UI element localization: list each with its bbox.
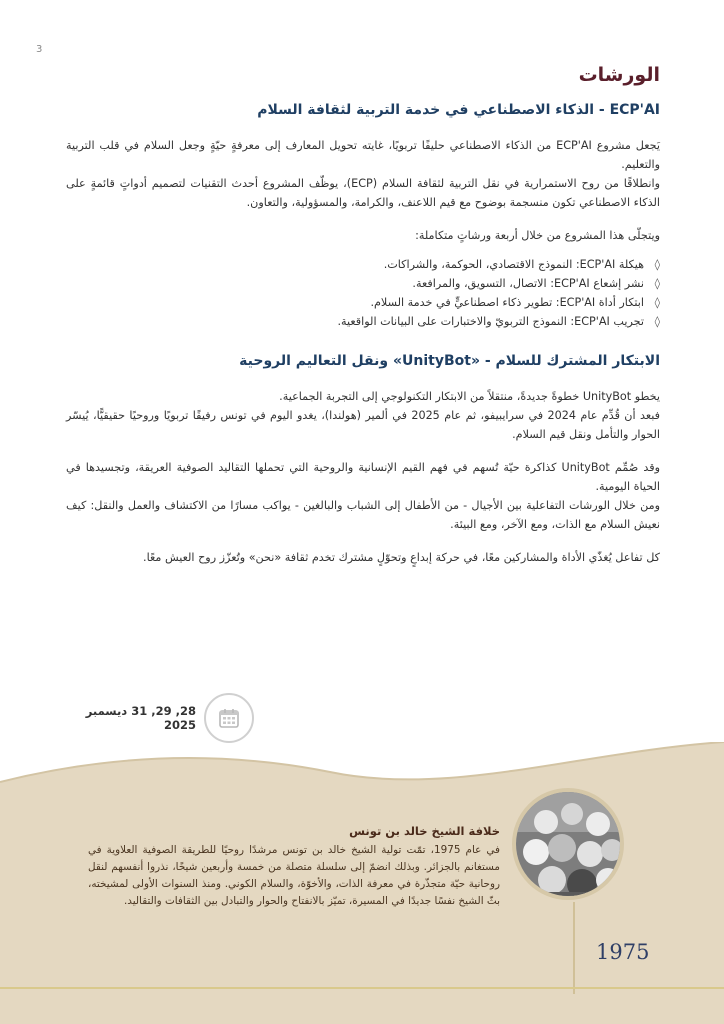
list-item: ◊ ابتكار أداة ECP'AI: تطوير ذكاء اصطناعيٍّ في خدمة السلام. <box>66 293 660 312</box>
ecpai-title: ECP'AI - الذكاء الاصطناعي في خدمة التربية لثقافة السلام <box>257 102 660 118</box>
unitybot-paragraph-1: يخطو UnityBot خطوةً جديدةً، منتقلاً من الابتكار التكنولوجي إلى التجربة الجماعية. <box>279 390 660 403</box>
list-item: ◊ هيكلة ECP'AI: النموذج الاقتصادي، الحوكمة، والشراكات. <box>66 255 660 274</box>
historical-photo <box>512 788 624 900</box>
history-title: خلافة الشيخ خالد بن تونس <box>349 824 500 838</box>
list-item: ◊ نشر إشعاع ECP'AI: الاتصال، التسويق، والمرافعة. <box>66 274 660 293</box>
main-content <box>66 64 660 567</box>
history-text-block <box>88 824 500 910</box>
history-paragraph: في عام 1975، تمّت تولية الشيخ خالد بن تونس مرشدًا روحيًا للطريقة الصوفية العلاوية في مستغانم بالجزائر. وبذلك انضمّ إلى سلسلة متصلة من خمسة وأربعين شيخًا، نذروا أنفسهم لنقل روحانية حيّة متجذّرة في معرفة الذات، والأخوّة، والسلام الكوني. ومنذ السنوات الأولى لمشيخته، بثّ الشيخ نفسًا جديدًا في المسيرة، تميّز بالانفتاح والحوار والتبادل بين الثقافات والتقاليد. <box>88 844 500 907</box>
event-date-row <box>68 690 268 746</box>
unitybot-paragraph-2: فبعد أن قُدِّم عام 2024 في سرايبيفو، ثم عام 2025 في ألمير (هولندا)، يغدو اليوم في تونس رفيقًا تربويًا وروحيًا حقيقيًّا، يُيسّر الحوار والتأمل ونقل قيم السلام. <box>66 409 661 441</box>
workshop-list <box>66 255 660 331</box>
unitybot-title: الابتكار المشترك للسلام - «UnityBot» ونقل التعاليم الروحية <box>239 353 660 369</box>
history-year: 1975 <box>596 940 650 964</box>
list-item: ◊ تجريب ECP'AI: النموذج التربويّ والاختبارات على البيانات الواقعية. <box>66 312 660 331</box>
unitybot-paragraph-4: ومن خلال الورشات التفاعلية بين الأجيال - من الأطفال إلى الشباب والبالغين - يواكب مسارًا من الاكتشاف والعمل والنقل: كيف نعيش السلام مع الذات، ومع الآخر، ومع البيئة. <box>66 499 660 531</box>
ecpai-paragraph-1: يَجعل مشروع ECP'AI من الذكاء الاصطناعي حليفًا تربويًا، غايته تحويل المعارف إلى معرفةٍ حيّةٍ وجعل السلام في قلب التربية والتعليم. <box>66 139 661 171</box>
history-panel <box>0 742 724 1024</box>
ecpai-paragraph-2: وانطلاقًا من روح الاستمرارية في نقل التربية لثقافة السلام (ECP)، يوظّف المشروع أحدث التقنيات لتصميم أدواتٍ قائمةٍ على الذكاء الاصطناعي تكون منسجمة بوضوح مع قيم اللاعنف، والكرامة، والمسؤولية، والتعاون. <box>66 177 660 209</box>
diamond-bullet-icon: ◊ <box>654 277 660 290</box>
diamond-bullet-icon: ◊ <box>654 315 660 328</box>
unitybot-paragraph-5: كل تفاعل يُغذّي الأداة والمشاركين معًا، في حركة إبداعٍ وتحوّلٍ مشترك تخدم ثقافة «نحن» وتُعزّز روح العيش معًا. <box>143 551 660 564</box>
section-title: الورشات <box>578 64 660 86</box>
ecpai-intro: ويتجلّى هذا المشروع من خلال أربعة ورشاتٍ متكاملة: <box>415 229 660 242</box>
diamond-bullet-icon: ◊ <box>654 258 660 271</box>
diamond-bullet-icon: ◊ <box>654 296 660 309</box>
page-number: 3 <box>36 44 43 55</box>
event-date: 28, 29, 31 ديسمبر 2025 <box>85 704 196 732</box>
unitybot-paragraph-3: وقد صُمِّم UnityBot كذاكرة حيّة تُسهم في فهم القيم الإنسانية والروحية التي تحملها التقاليد الصوفية العريقة، وتجسيدها في الحياة اليومية. <box>66 461 660 493</box>
calendar-icon <box>204 693 254 743</box>
